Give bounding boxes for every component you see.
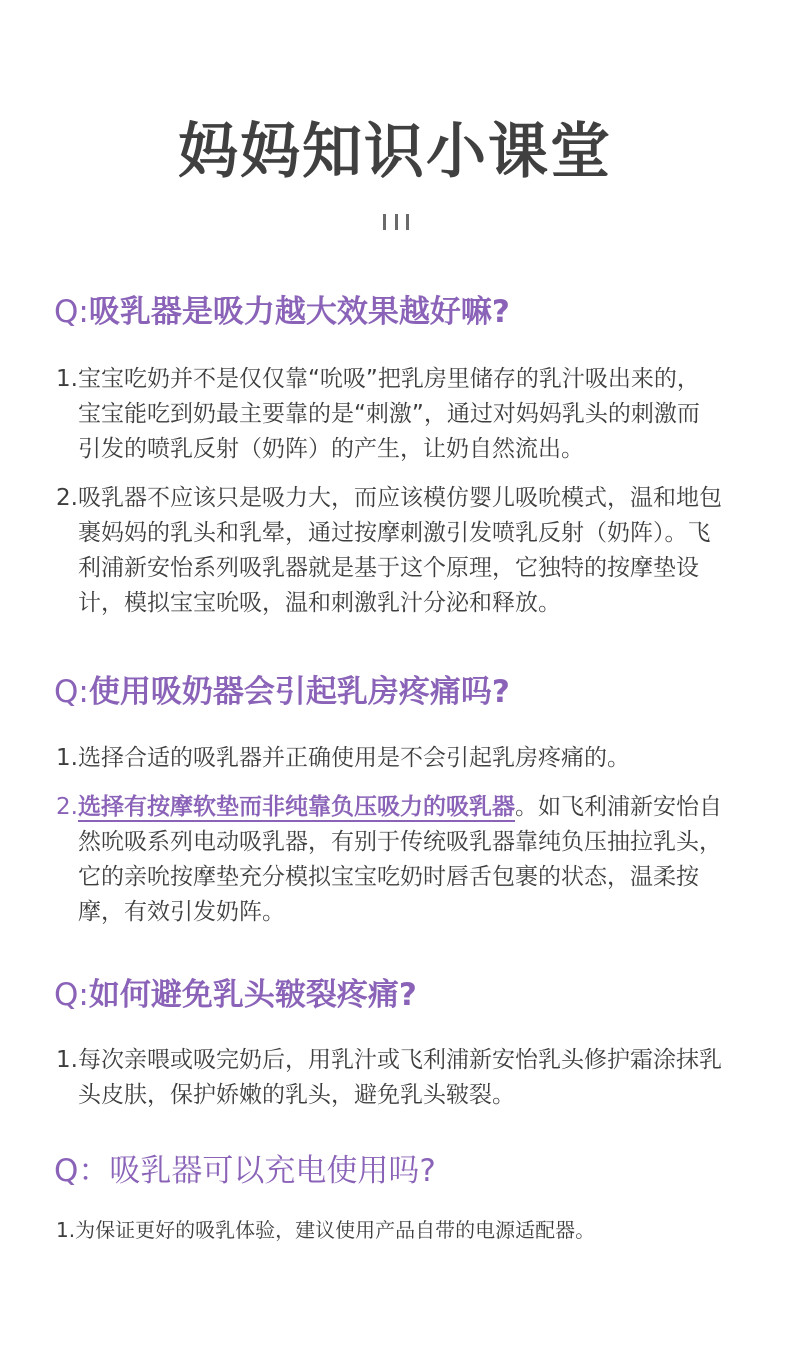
question-text: 使用吸奶器会引起乳房疼痛吗?: [88, 674, 510, 710]
answer-text: 每次亲喂或吸完奶后，用乳汁或飞利浦新安怡乳头修护霜涂抹乳头皮肤，保护娇嫩的乳头，避免乳头皲裂。: [78, 1047, 722, 1108]
answer-text: 为保证更好的吸乳体验，建议使用产品自带的电源适配器。: [75, 1218, 596, 1242]
question-prefix: Q:: [54, 674, 89, 710]
answer-number: 1.: [56, 366, 78, 392]
answer-number: 2.: [56, 794, 78, 820]
answer-text: 选择合适的吸乳器并正确使用是不会引起乳房疼痛的。: [78, 745, 630, 771]
answer-3-1: [56, 1043, 722, 1113]
answer-2-2: [56, 790, 722, 930]
question-1: [54, 286, 510, 331]
answer-text: 吸乳器不应该只是吸力大，而应该模仿婴儿吸吮模式，温和地包裹妈妈的乳头和乳晕，通过按摩刺激引发喷乳反射（奶阵）。飞利浦新安怡系列吸乳器就是基于这个原理，它独特的按摩垫设计，模拟宝宝吮吸，温和刺激乳汁分泌和释放。: [78, 485, 722, 616]
answer-2-1: [56, 741, 722, 776]
answer-1-1: [56, 362, 722, 467]
question-prefix: Q:: [54, 294, 89, 330]
question-prefix: Q：: [54, 1153, 110, 1189]
question-text: 吸乳器是吸力越大效果越好嘛?: [88, 294, 510, 330]
question-text: 吸乳器可以充电使用吗?: [109, 1153, 436, 1189]
answer-4-1: [56, 1215, 722, 1245]
answer-text: 。如飞利浦新安怡自然吮吸系列电动吸乳器，有别于传统吸乳器靠纯负压抽拉乳头，它的亲吮按摩垫充分模拟宝宝吃奶时唇舌包裹的状态，温柔按摩，有效引发奶阵。: [78, 794, 722, 925]
page-title: 妈妈知识小课堂: [178, 117, 612, 187]
answer-text: 宝宝吃奶并不是仅仅靠“吮吸”把乳房里储存的乳汁吸出来的，宝宝能吃到奶最主要靠的是“刺激”，通过对妈妈乳头的刺激而引发的喷乳反射（奶阵）的产生，让奶自然流出。: [78, 366, 700, 462]
highlighted-answer-text: 选择有按摩软垫而非纯靠负压吸力的吸乳器: [78, 794, 515, 820]
question-2: [54, 666, 510, 711]
title-divider-icon: [383, 214, 409, 230]
answer-number: 2.: [56, 485, 78, 511]
question-3: [54, 969, 417, 1014]
answer-number: 1.: [56, 745, 78, 771]
question-4: [54, 1145, 436, 1190]
question-prefix: Q:: [54, 977, 89, 1013]
answer-number: 1.: [56, 1218, 76, 1242]
answer-text-wrapper: [78, 790, 722, 930]
answer-number: 1.: [56, 1047, 78, 1073]
answer-1-2: [56, 481, 722, 621]
question-text: 如何避免乳头皲裂疼痛?: [88, 977, 417, 1013]
